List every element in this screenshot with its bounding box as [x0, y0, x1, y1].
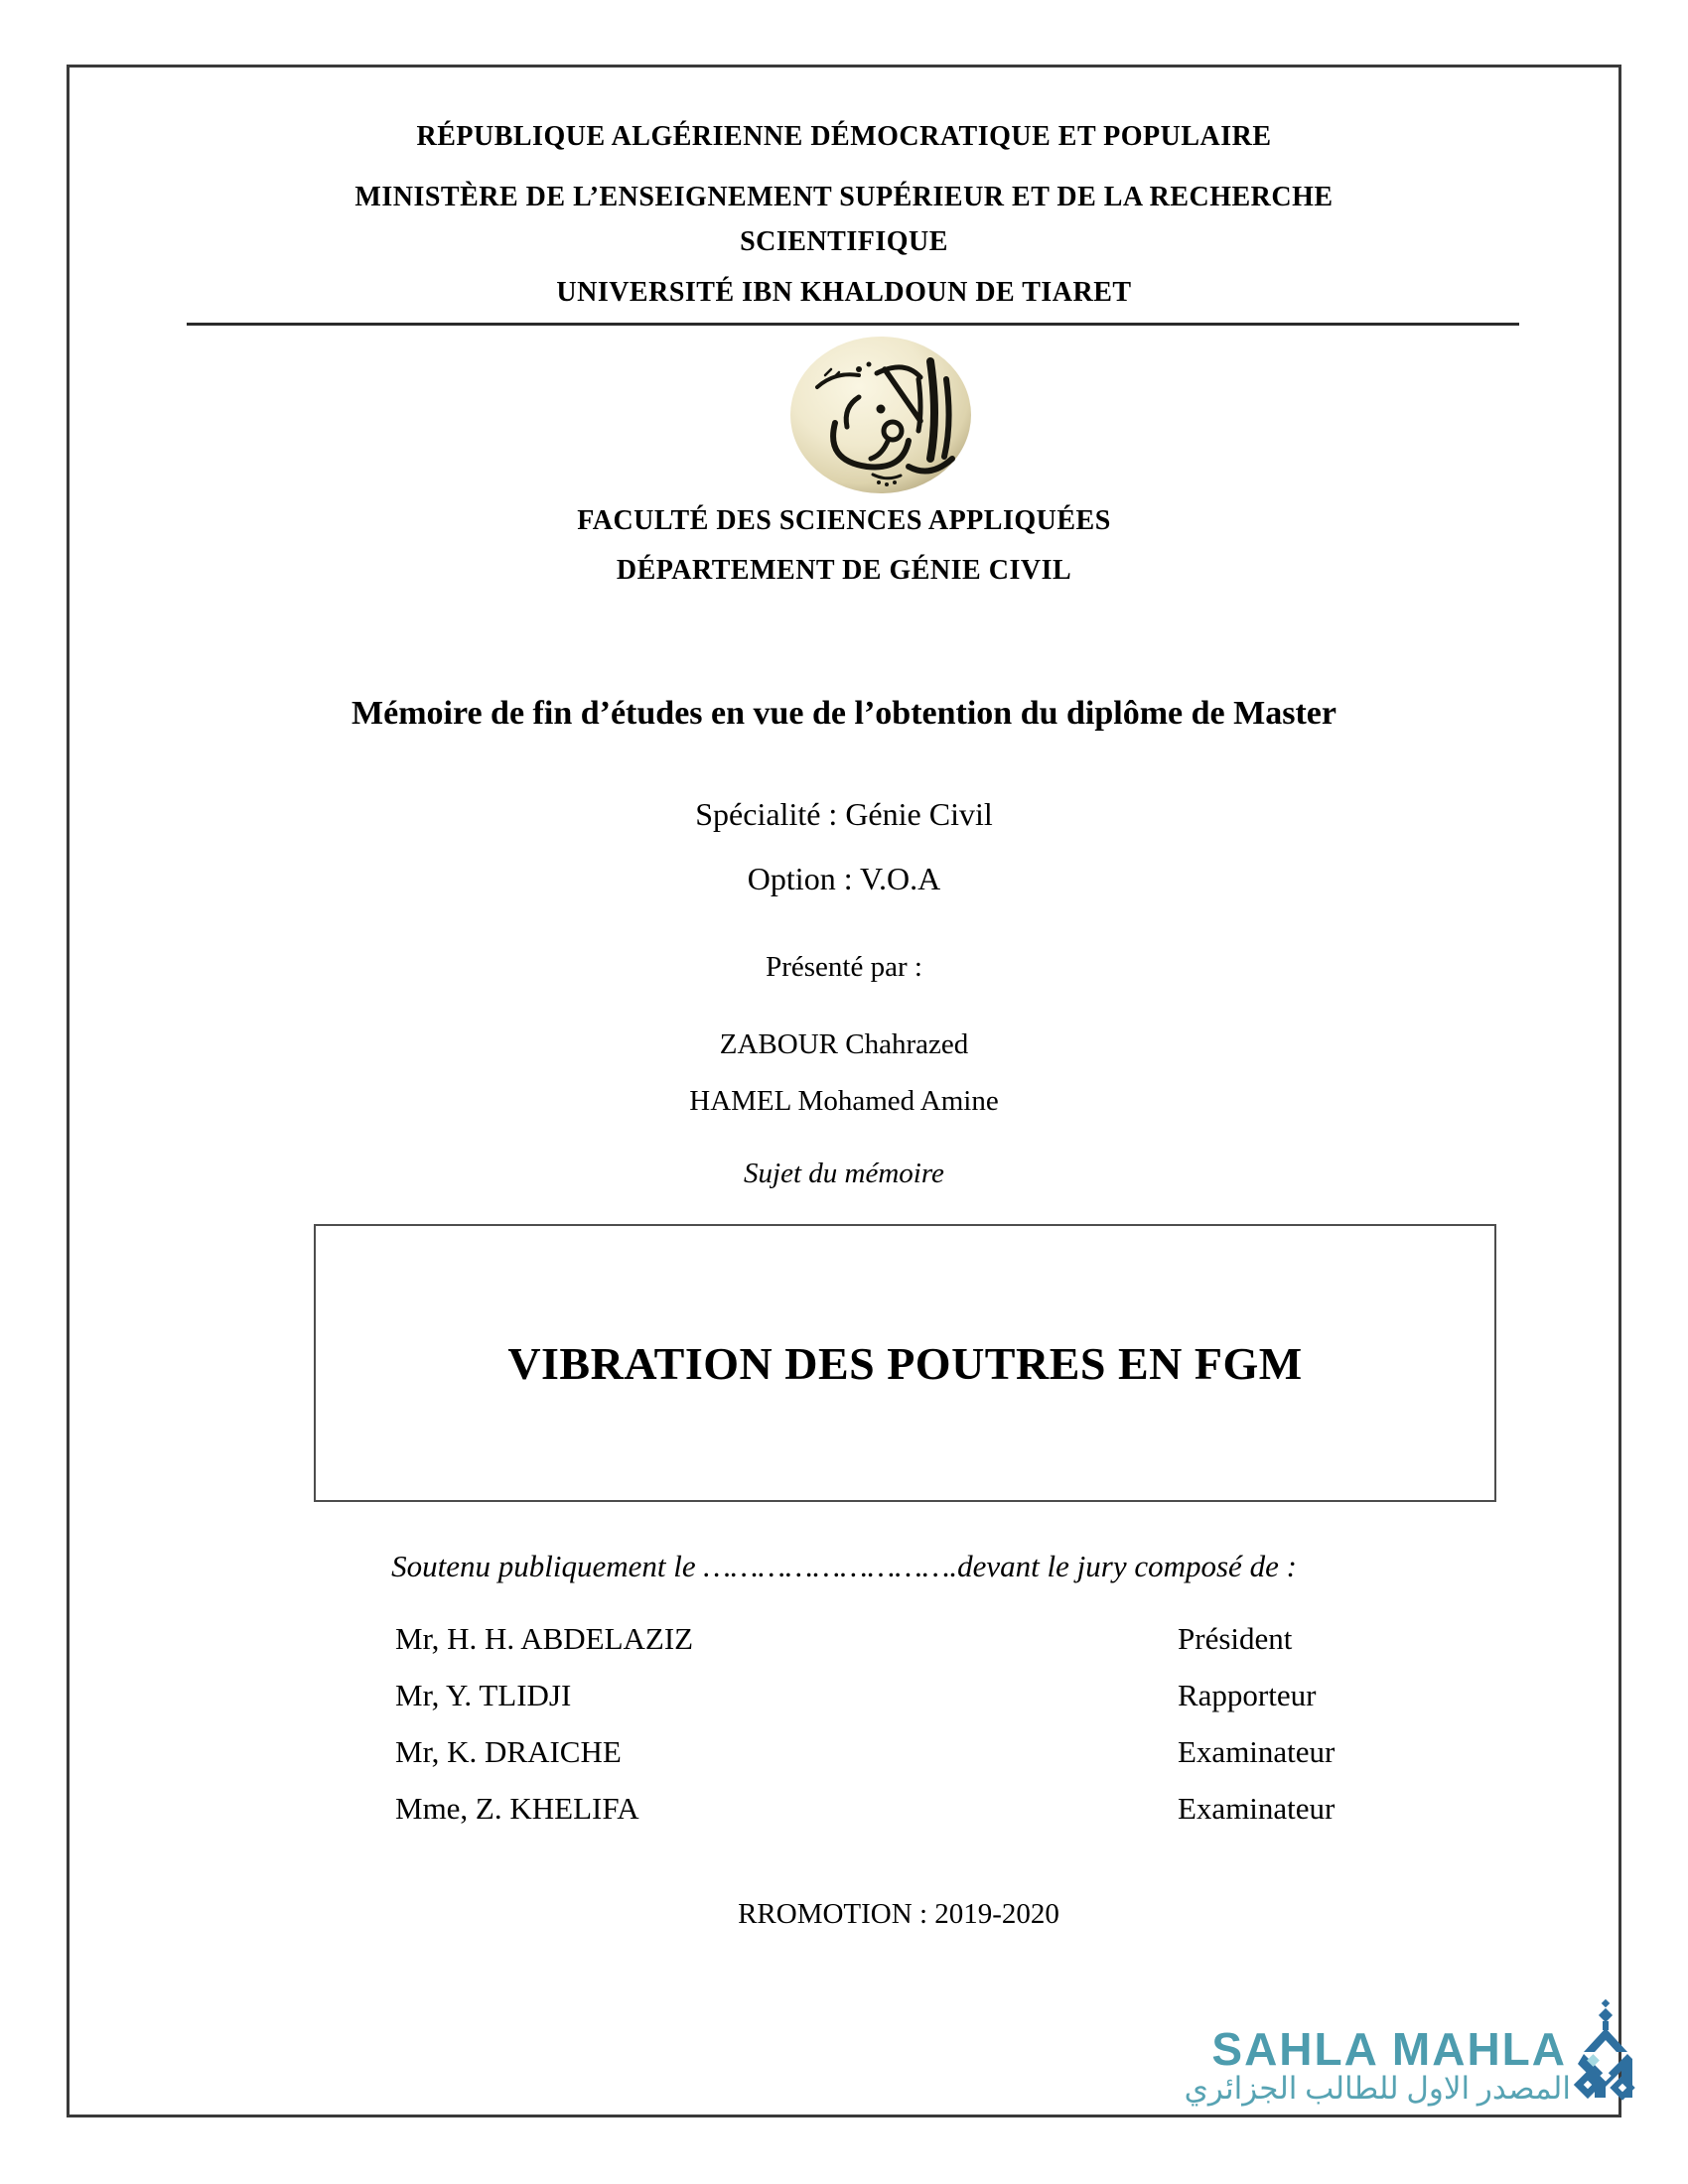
faculty-line: FACULTÉ DES SCIENCES APPLIQUÉES	[577, 505, 1111, 536]
header-ministry-line-1: MINISTÈRE DE L’ENSEIGNEMENT SUPÉRIEUR ET DE LA RECHERCHE	[354, 182, 1334, 212]
jury-member-name: Mr, Y. TLIDJI	[395, 1678, 572, 1712]
jury-member-role: Examinateur	[1178, 1791, 1336, 1826]
author-name-1: ZABOUR Chahrazed	[719, 1028, 969, 1060]
author-name-2: HAMEL Mohamed Amine	[689, 1085, 999, 1117]
jury-member-role: Examinateur	[1178, 1734, 1336, 1769]
jury-member-role: Rapporteur	[1178, 1678, 1317, 1712]
defense-line: Soutenu publiquement le ……………………….devant le jury composé de :	[391, 1549, 1297, 1583]
header-university-line: UNIVERSITÉ IBN KHALDOUN DE TIARET	[556, 277, 1132, 308]
header-divider-rule	[187, 323, 1519, 326]
option-line: Option : V.O.A	[747, 861, 941, 896]
sahla-mahla-logo-glyph	[1572, 1999, 1639, 2107]
subject-label: Sujet du mémoire	[744, 1158, 944, 1189]
degree-statement: Mémoire de fin d’études en vue de l’obtention du diplôme de Master	[352, 695, 1336, 732]
jury-member-name: Mr, K. DRAICHE	[395, 1734, 622, 1769]
header-ministry-line	[0, 175, 1688, 264]
university-seal-icon	[789, 336, 973, 495]
department-line: DÉPARTEMENT DE GÉNIE CIVIL	[616, 555, 1072, 586]
jury-member-name: Mme, Z. KHELIFA	[395, 1791, 639, 1826]
promotion-line: RROMOTION : 2019-2020	[738, 1898, 1059, 1930]
jury-member-name: Mr, H. H. ABDELAZIZ	[395, 1621, 694, 1656]
specialty-line: Spécialité : Génie Civil	[695, 796, 993, 832]
jury-member-role: Président	[1178, 1621, 1293, 1656]
watermark-tagline-arabic: المصدر الاول للطالب الجزائري	[1184, 2071, 1571, 2106]
header-republic-line: RÉPUBLIQUE ALGÉRIENNE DÉMOCRATIQUE ET POPULAIRE	[416, 121, 1272, 152]
presented-by-label: Présenté par :	[766, 951, 922, 983]
watermark-brand: SAHLA MAHLA	[1211, 2023, 1567, 2075]
university-seal	[789, 336, 973, 495]
sahla-mahla-logo-icon	[1572, 1999, 1639, 2107]
thesis-title: VIBRATION DES POUTRES EN FGM	[507, 1337, 1303, 1389]
header-ministry-line-2: SCIENTIFIQUE	[740, 226, 948, 257]
thesis-title-box	[314, 1224, 1496, 1502]
